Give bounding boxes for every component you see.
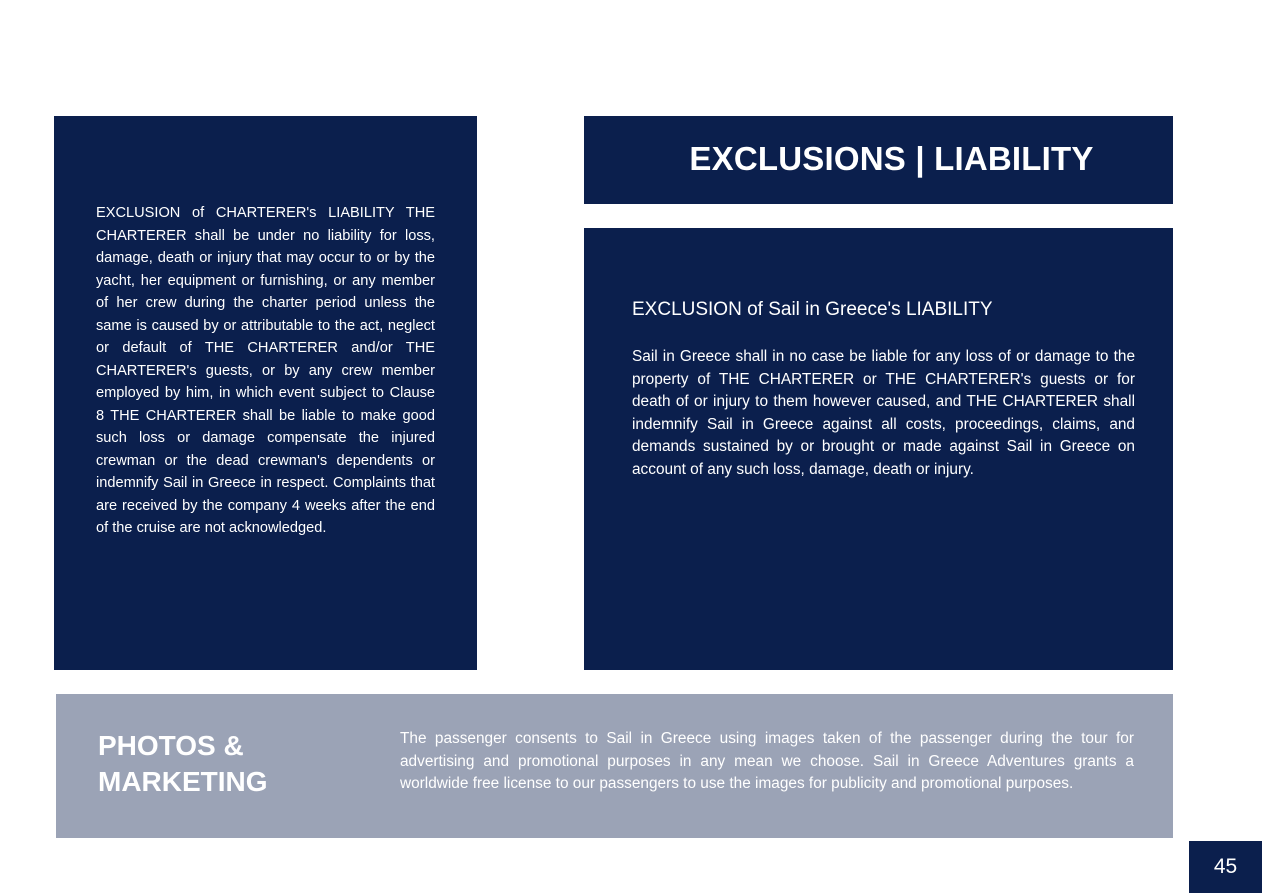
- company-liability-heading: EXCLUSION of Sail in Greece's LIABILITY: [632, 299, 993, 320]
- page-number: 45: [1213, 855, 1238, 878]
- charterer-liability-text: EXCLUSION of CHARTERER's LIABILITY THE CHARTERER shall be under no liability for loss, damage, death or injury that may occur to or by the yacht, her equipment or furnishing, or any member of her crew during the charter period unless the same is caused by or attributable to the act, neglect or default of THE CHARTERER and/or THE CHARTERER's guests, or by any crew member employed by him, in which event subject to Clause 8 THE CHARTERER shall be liable to make good such loss or damage compensate the injured crewman or the dead crewman's dependents or indemnify Sail in Greece in respect. Complaints that are received by the company 4 weeks after the end of the cruise are not acknowledged.: [96, 205, 435, 536]
- photos-marketing-text: The passenger consents to Sail in Greece using images taken of the passenger during the tour for advertising and promotional purposes in any mean we choose. Sail in Greece Adventures grants a worldwide free license to our passengers to use the images for publicity and promotional purposes.: [400, 730, 1134, 792]
- charterer-liability-panel: [54, 116, 477, 670]
- page-number-badge: [1189, 841, 1262, 893]
- company-liability-panel: [584, 228, 1173, 670]
- photos-marketing-heading: PHOTOS & MARKETING: [98, 730, 268, 797]
- title-banner: [584, 116, 1173, 204]
- company-liability-text: Sail in Greece shall in no case be liable for any loss of or damage to the property of THE CHARTERER or THE CHARTERER's guests or for death of or injury to them however caused, and THE CHARTERER shall indemnify Sail in Greece against all costs, proceedings, claims, and demands sustained by or brought or made against Sail in Greece on account of any such loss, damage, death or injury.: [632, 348, 1135, 478]
- page-title: EXCLUSIONS | LIABILITY: [689, 140, 1094, 177]
- photos-marketing-panel: [56, 694, 1173, 838]
